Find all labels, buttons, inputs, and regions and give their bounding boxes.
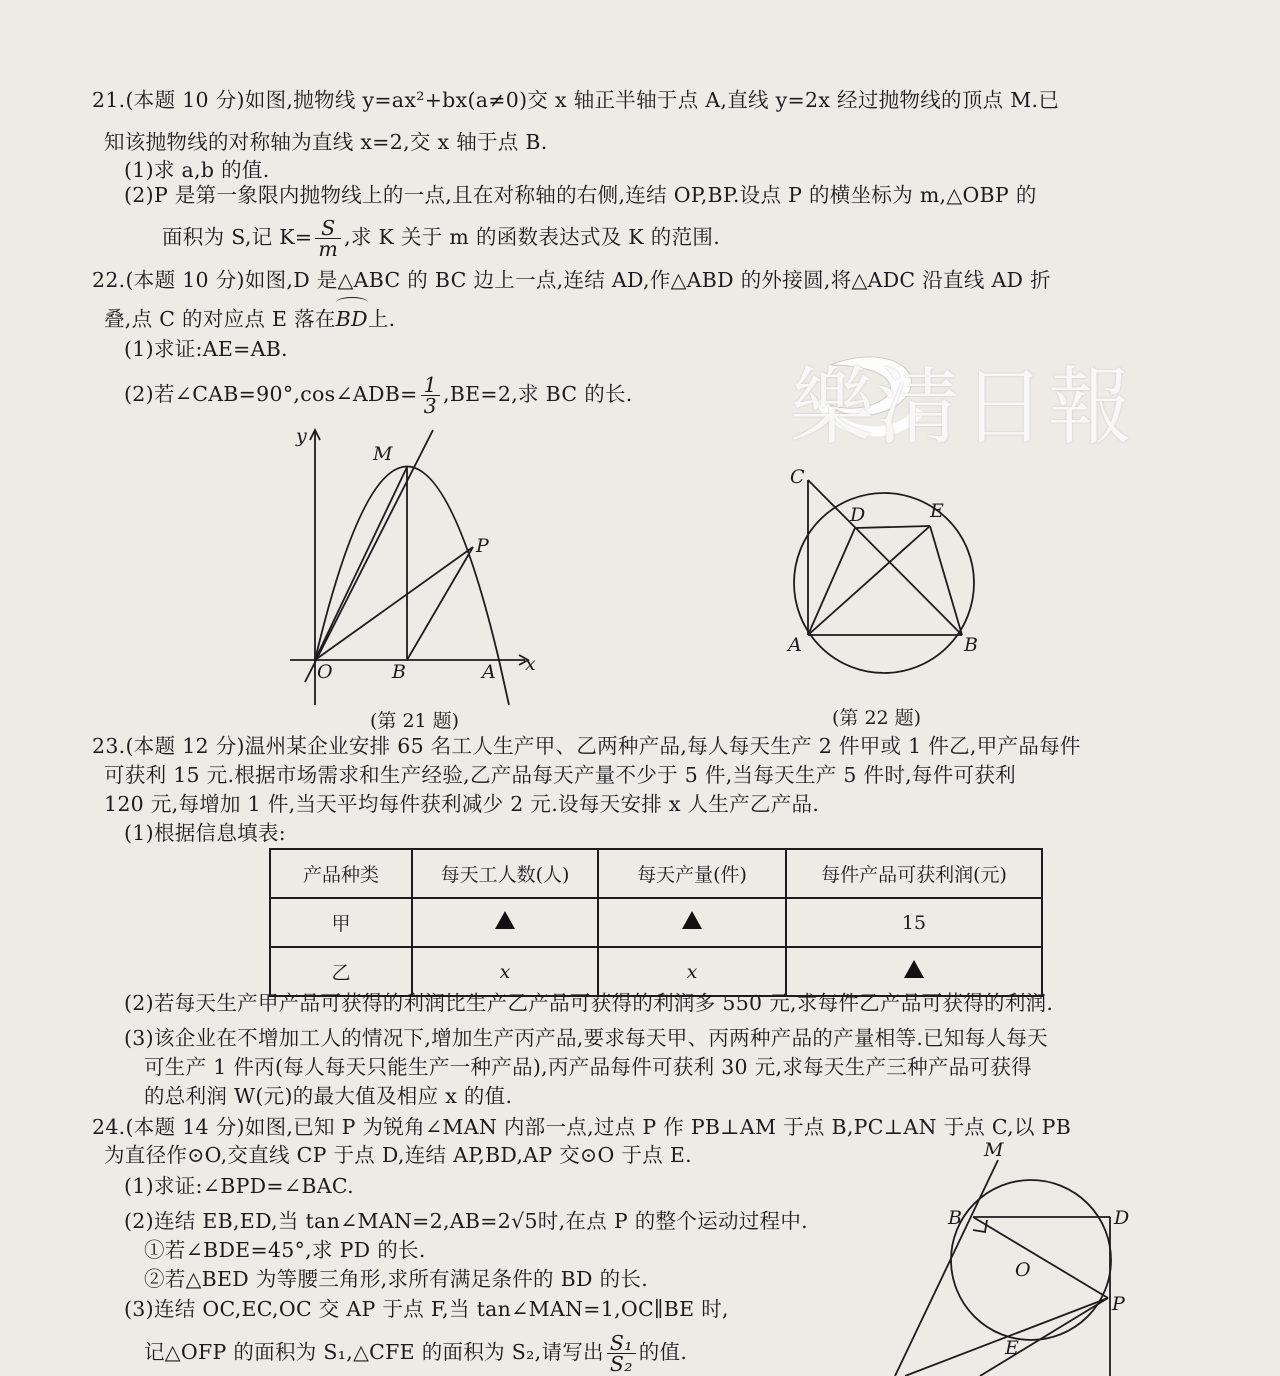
fig21-label-a: A — [482, 661, 496, 683]
arc-mark-icon — [336, 297, 368, 308]
q23-part3c: 的总利润 W(元)的最大值及相应 x 的值. — [144, 1084, 513, 1108]
q23-part2: (2)若每天生产甲产品可获得的利润比生产乙产品可获得的利润多 550 元,求每件乙产品可获得的利润. — [124, 991, 1054, 1015]
q23-line2: 可获利 15 元.根据市场需求和生产经验,乙产品每天产量不少于 5 件,当每天生产 5 件时,每件可获利 — [104, 763, 1016, 787]
q21-part1: (1)求 a,b 的值. — [124, 158, 270, 182]
fig21-segment-bp — [407, 547, 473, 660]
table-header-output: 每天产量(件) — [598, 849, 786, 898]
table-cell-profit-jia: 15 — [786, 898, 1042, 947]
q22-part1: (1)求证:AE=AB. — [124, 337, 288, 361]
table-cell-output-yi: x — [598, 947, 786, 996]
table-cell-workers-yi: x — [412, 947, 598, 996]
q24-fraction-num: S₁ — [607, 1333, 636, 1354]
q24-part3b-pre: 记△OFP 的面积为 S₁,△CFE 的面积为 S₂,请写出 — [144, 1340, 604, 1364]
fig21-label-x: x — [525, 653, 536, 675]
q22-line2-pre: 叠,点 C 的对应点 E 落在 — [104, 307, 336, 331]
q24-part2b: ②若△BED 为等腰三角形,求所有满足条件的 BD 的长. — [144, 1267, 649, 1291]
table-header-profit: 每件产品可获利润(元) — [786, 849, 1042, 898]
q22-part2-pre: (2)若∠CAB=90°,cos∠ADB= — [124, 382, 418, 406]
fig22-label-d: D — [850, 504, 866, 526]
table-header-row — [270, 849, 1042, 898]
q24-part1: (1)求证:∠BPD=∠BAC. — [124, 1174, 354, 1198]
q24-part2a: ①若∠BDE=45°,求 PD 的长. — [144, 1238, 426, 1262]
table-cell-blank[interactable] — [598, 898, 786, 947]
q24-part2: (2)连结 EB,ED,当 tan∠MAN=2,AB=2√5时,在点 P 的整个运动过程中. — [124, 1209, 808, 1233]
fig24-ray-am — [895, 1160, 998, 1376]
figure-21-caption: (第 21 题) — [370, 710, 460, 732]
fig21-segment-om — [315, 467, 407, 660]
q23-info-table — [269, 848, 1043, 997]
fig21-line-y2x — [305, 430, 433, 682]
q22-arc-label: BD — [335, 307, 368, 331]
fig21-label-y: y — [296, 425, 307, 447]
q24-line2: 为直径作⊙O,交直线 CP 于点 D,连结 AP,BD,AP 交⊙O 于点 E. — [104, 1143, 692, 1167]
fig22-label-b: B — [964, 634, 978, 656]
q23-part1: (1)根据信息填表: — [124, 821, 286, 845]
fig22-label-c: C — [790, 466, 805, 488]
q24-part3b-post: 的值. — [638, 1340, 688, 1364]
q24-part3: (3)连结 OC,EC,OC 交 AP 于点 F,当 tan∠MAN=1,OC∥BE 时, — [124, 1297, 729, 1321]
q21-part2b-pre: 面积为 S,记 K= — [162, 225, 313, 249]
q21-line1: 21.(本题 10 分)如图,抛物线 y=ax²+bx(a≠0)交 x 轴正半轴于点 A,直线 y=2x 经过抛物线的顶点 M.已 — [92, 88, 1060, 112]
table-cell-blank[interactable] — [412, 898, 598, 947]
fig24-label-o: O — [1015, 1259, 1031, 1281]
fig21-label-m: M — [373, 443, 393, 465]
fig21-label-p: P — [476, 535, 489, 557]
q22-line1: 22.(本题 10 分)如图,D 是△ABC 的 BC 边上一点,连结 AD,作△ABD 的外接圆,将△ADC 沿直线 AD 折 — [92, 268, 1051, 292]
fig21-label-b: B — [392, 661, 406, 683]
q21-fraction — [315, 218, 341, 259]
table-header-kind: 产品种类 — [270, 849, 412, 898]
fig24-segment-bp — [973, 1217, 1108, 1298]
q24-fraction — [607, 1333, 636, 1374]
q23-line3: 120 元,每增加 1 件,当天平均每件获利减少 2 元.设每天安排 x 人生产乙产品. — [104, 792, 820, 816]
q22-fraction-num: 1 — [421, 375, 440, 396]
q24-part3b — [144, 1333, 687, 1374]
fig22-label-a: A — [788, 634, 802, 656]
q21-line2: 知该抛物线的对称轴为直线 x=2,交 x 轴于点 B. — [104, 130, 548, 154]
fig24-circle-o — [951, 1180, 1111, 1340]
triangle-blank-icon — [904, 960, 924, 978]
q24-line1: 24.(本题 14 分)如图,已知 P 为锐角∠MAN 内部一点,过点 P 作 PB⊥AM 于点 B,PC⊥AN 于点 C,以 PB — [92, 1115, 1072, 1139]
fig22-segment-de — [855, 526, 930, 528]
fig24-label-b: B — [948, 1207, 962, 1229]
newspaper-watermark: 樂清日報 — [790, 358, 1135, 456]
q23-part3b: 可生产 1 件丙(每人每天只能生产一种产品),丙产品每件可获利 30 元,求每天生产三种产品可获得 — [144, 1055, 1032, 1079]
table-row — [270, 898, 1042, 947]
fig21-segment-op — [315, 547, 473, 660]
triangle-blank-icon — [682, 911, 702, 929]
fig24-ray-an — [980, 1298, 1108, 1376]
fig22-segment-ad — [808, 528, 855, 635]
table-cell-kind-jia: 甲 — [270, 898, 412, 947]
q22-line2 — [104, 305, 395, 333]
figure-22-caption: (第 22 题) — [832, 707, 922, 729]
q23-line1: 23.(本题 12 分)温州某企业安排 65 名工人生产甲、乙两种产品,每人每天生产 2 件甲或 1 件乙,甲产品每件 — [92, 734, 1081, 758]
fig24-label-d: D — [1114, 1207, 1130, 1229]
q22-part2-post: ,BE=2,求 BC 的长. — [442, 382, 633, 406]
q22-arc-bd — [336, 305, 368, 333]
fig24-label-m: M — [984, 1139, 1004, 1161]
q21-fraction-den: m — [318, 237, 339, 261]
fig22-label-e: E — [930, 500, 944, 522]
fig24-label-p: P — [1112, 1293, 1125, 1315]
figure-24-diagram — [890, 1138, 1150, 1376]
figure-22-diagram — [780, 455, 1000, 700]
fig24-label-e: E — [1005, 1337, 1019, 1359]
table-cell-kind-yi: 乙 — [270, 947, 412, 996]
q21-part2b-post: ,求 K 关于 m 的函数表达式及 K 的范围. — [344, 225, 721, 249]
q22-part2 — [124, 375, 633, 416]
fig21-parabola — [315, 467, 509, 706]
q22-fraction — [421, 375, 440, 416]
q24-fraction-den: S₂ — [609, 1352, 633, 1376]
q23-part3a: (3)该企业在不增加工人的情况下,增加生产丙产品,要求每天甲、丙两种产品的产量相等.已知每人每天 — [124, 1026, 1048, 1050]
q22-line2-post: 上. — [367, 307, 396, 331]
q21-part2b — [162, 218, 720, 259]
fig21-label-o: O — [317, 661, 333, 683]
figure-21-diagram — [270, 420, 550, 720]
table-header-workers: 每天工人数(人) — [412, 849, 598, 898]
triangle-blank-icon — [495, 911, 515, 929]
q21-fraction-num: S — [315, 218, 341, 239]
q22-fraction-den: 3 — [423, 394, 437, 418]
q21-part2: (2)P 是第一象限内抛物线上的一点,且在对称轴的右侧,连结 OP,BP.设点 P 的横坐标为 m,△OBP 的 — [124, 183, 1037, 207]
